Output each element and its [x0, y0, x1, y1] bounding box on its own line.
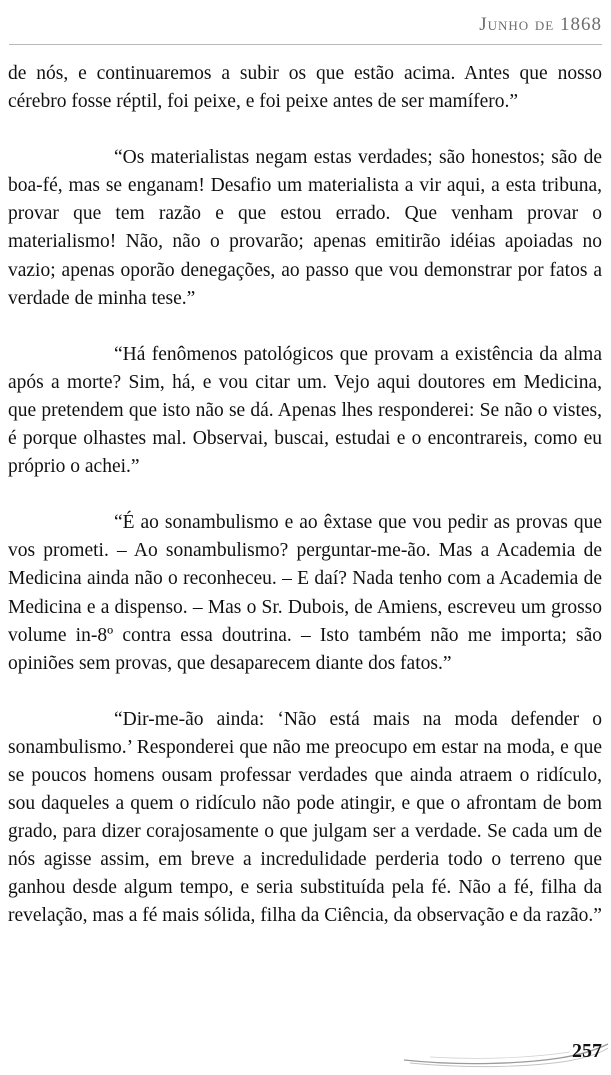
running-header: Junho de 1868: [479, 14, 602, 35]
paragraph-2: “Os materialistas negam estas verdades; são honestos; são de boa-fé, mas se enganam! Desafio um materialista a vir aqui, a esta tribuna, provar que tem razão e que estou errado. Que venham provar o materialismo! Não, não o provarão; apenas emitirão idéias apoiadas no vazio; apenas oporão denegações, ao passo que vou demonstrar por fatos a verdade de minha tese.”: [8, 147, 602, 309]
paragraph-1: de nós, e continuaremos a subir os que estão acima. Antes que nosso cérebro fosse réptil, foi peixe, e foi peixe antes de ser mamífero.”: [8, 63, 602, 113]
paragraph-4: “É ao sonambulismo e ao êxtase que vou pedir as provas que vos prometi. – Ao sonambulismo? perguntar-me-ão. Mas a Academia de Medicina ainda não o reconheceu. – E daí? Nada tenho com a Academia de Medicina e a dispenso. – Mas o Sr. Dubois, de Amiens, escreveu um grosso volume in-8º contra essa doutrina. – Isto também não me importa; são opiniões sem provas, que desaparecem diante dos fatos.”: [8, 512, 602, 674]
header-divider: [9, 44, 602, 45]
page-number: 257: [572, 1040, 602, 1062]
paragraph-5: “Dir-me-ão ainda: ‘Não está mais na moda defender o sonambulismo.’ Responderei que não me preocupo em estar na moda, e que se poucos homens ousam professar verdades que ainda atraem o ridículo, sou daqueles a quem o ridículo não pode atingir, e que o afrontam de bom grado, para dizer corajosamente o que julgam ser a verdade. Se cada um de nós agisse assim, em breve a incredulidade perderia todo o terreno que ganhou desde algum tempo, e seria substituída pela fé. Não a fé, filha da revelação, mas a fé mais sólida, filha da Ciência, da observação e da razão.”: [8, 708, 602, 927]
body-text: [8, 60, 602, 959]
paragraph-3: “Há fenômenos patológicos que provam a existência da alma após a morte? Sim, há, e vou citar um. Vejo aqui doutores em Medicina, que pretendem que isto não se dá. Apenas lhes responderei: Se não o vistes, é porque olhastes mal. Observai, buscai, estudai e o encontrareis, como eu próprio o achei.”: [8, 343, 602, 478]
